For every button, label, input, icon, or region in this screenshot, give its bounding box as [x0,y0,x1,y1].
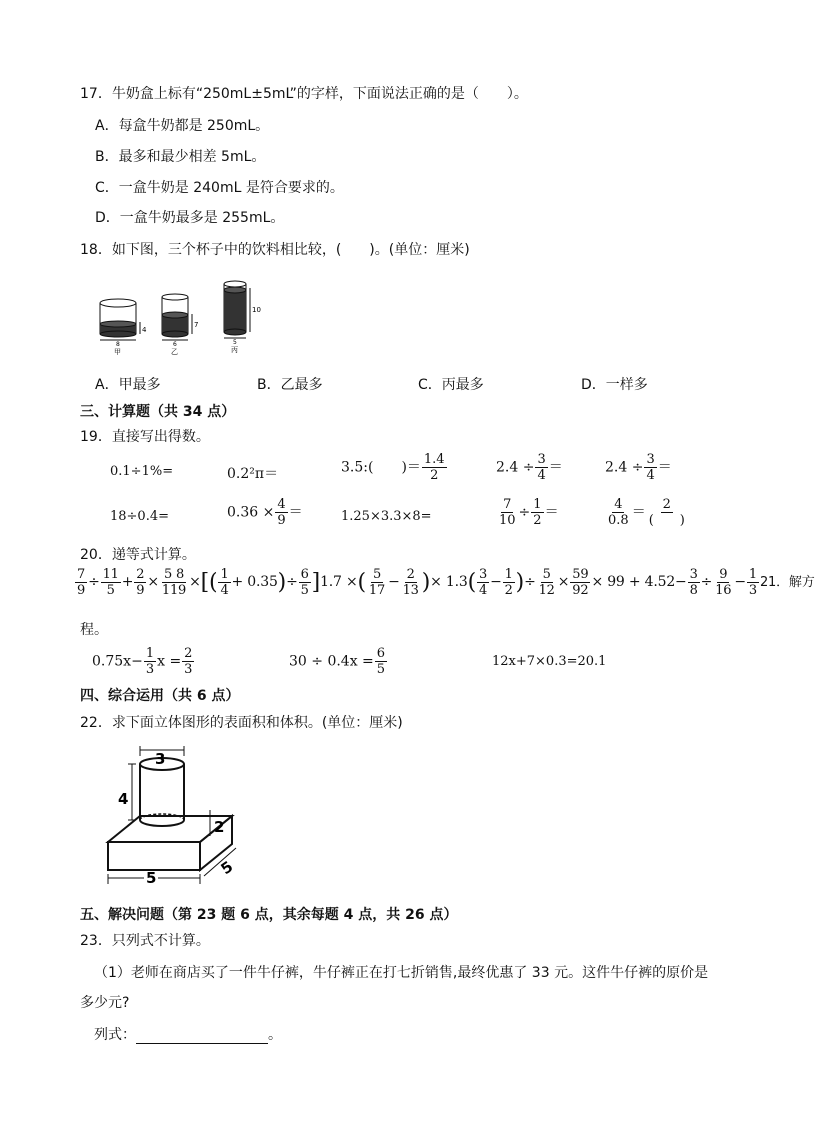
q19-r1-d: 2.4 ÷ $\frac{3}{4}$ ＝ [496,452,563,483]
q18-stem: 18．如下图，三个杯子中的饮料相比较，( )。(单位：厘米) [80,242,470,258]
q19-r2-b: 0.36 × $\frac{4}{9}$ ＝ [227,497,303,528]
section-5-title: 五、解决问题（第 23 题 6 点，其余每题 4 点，共 26 点） [80,907,458,923]
q22-stem: 22．求下面立体图形的表面积和体积。(单位：厘米) [80,715,403,731]
q21-eq1: 0.75x− $\frac{1}{3}$ x = $\frac{2}{3}$ [92,646,193,677]
q21-stem-cont: 程。 [80,622,108,638]
solid-figure [100,744,240,889]
section-3-title: 三、计算题（共 34 点） [80,404,236,420]
cup-bing [224,281,261,354]
section-4-title: 四、综合运用（共 6 点） [80,688,240,704]
q19-r2-e: $\frac{4}{0.8}$ ＝ $\frac{2}{( )}$ [608,497,685,528]
q17-stem: 17．牛奶盒上标有“250mL±5mL”的字样，下面说法正确的是（ ）。 [80,86,528,102]
dim-top: 3 [155,750,166,768]
dim-depth: 5 [217,857,237,879]
q23-part1-line1: （1）老师在商店买了一件牛仔裤，牛仔裤正在打七折销售,最终优惠了 33 元。这件牛仔裤的原价是 [94,965,709,981]
cup-bing-height: 10 [252,306,261,314]
dim-box-height: 2 [214,818,225,836]
dim-width: 5 [146,869,157,887]
cup-jia [100,299,147,356]
q17-option-d: D．一盒牛奶最多是 255mL。 [95,210,285,226]
cup-yi [162,294,198,356]
q19-r2-a: 18÷0.4= [110,509,170,524]
q18-option-a: A．甲最多 [95,377,161,393]
cup-yi-base: 6 [173,341,177,348]
q18-option-c: C．丙最多 [418,377,484,393]
cup-jia-height: 4 [142,326,147,334]
q19-r1-b: 0.2²π＝ [227,466,279,482]
q21-eq3: 12x+7×0.3=20.1 [492,654,607,669]
q19-stem: 19．直接写出得数。 [80,429,210,445]
cups-figure [92,270,282,358]
q19-r1-c: 3.5:( )＝ $\frac{1.4}{2}$ [341,452,445,483]
cup-jia-base: 8 [116,341,120,348]
cup-yi-height: 7 [194,321,199,329]
q19-r2-d: $\frac{7}{10}$ ÷ $\frac{1}{2}$ ＝ [499,497,559,528]
cup-bing-base: 5 [233,339,237,346]
q23-stem: 23．只列式不计算。 [80,933,210,949]
q21-eq2: 30 ÷ 0.4x = $\frac{6}{5}$ [289,646,386,677]
answer-blank[interactable] [136,1029,268,1044]
cup-jia-label: 甲 [114,348,121,356]
q23-part1-line2: 多少元? [80,995,130,1011]
q17-option-c: C．一盒牛奶是 240mL 是符合要求的。 [95,180,344,196]
q18-option-d: D．一样多 [581,377,648,393]
q17-option-b: B．最多和最少相差 5mL。 [95,149,266,165]
q19-r1-e: 2.4 ÷ $\frac{3}{4}$ ＝ [605,452,672,483]
q17-option-a: A．每盒牛奶都是 250mL。 [95,118,270,134]
cup-bing-label: 丙 [231,346,238,354]
q20-expressions: $\frac{7}{9}$ ÷ $\frac{11}{5}$ + $\frac{2}{9}$ × $\frac{5 8}{119}$ ×[( $\frac{1}{4}$ + 0.35)÷ $\frac{6}{5}$ ]1.7 ×( $\frac{5}{17}$ − $\frac{2}{13}$ )× 1.3( $\frac{3}{4}$ − $\frac{1}{2}$ )÷ $\frac{5}{12}$ × $\frac{59}{92}$ × 99 + 4.52− $\frac{3}{8}$ ÷ $\frac{9}{16}$ − $\frac{1}{3}$ 21．解方 [77,567,815,598]
q20-stem: 20．递等式计算。 [80,547,196,563]
q23-answer: 列式： 。 [94,1027,282,1043]
q19-r1-a: 0.1÷1%= [110,464,174,479]
cup-yi-label: 乙 [171,348,178,356]
dim-height: 4 [118,790,129,808]
q19-r2-c: 1.25×3.3×8= [341,509,432,524]
q18-option-b: B．乙最多 [257,377,323,393]
